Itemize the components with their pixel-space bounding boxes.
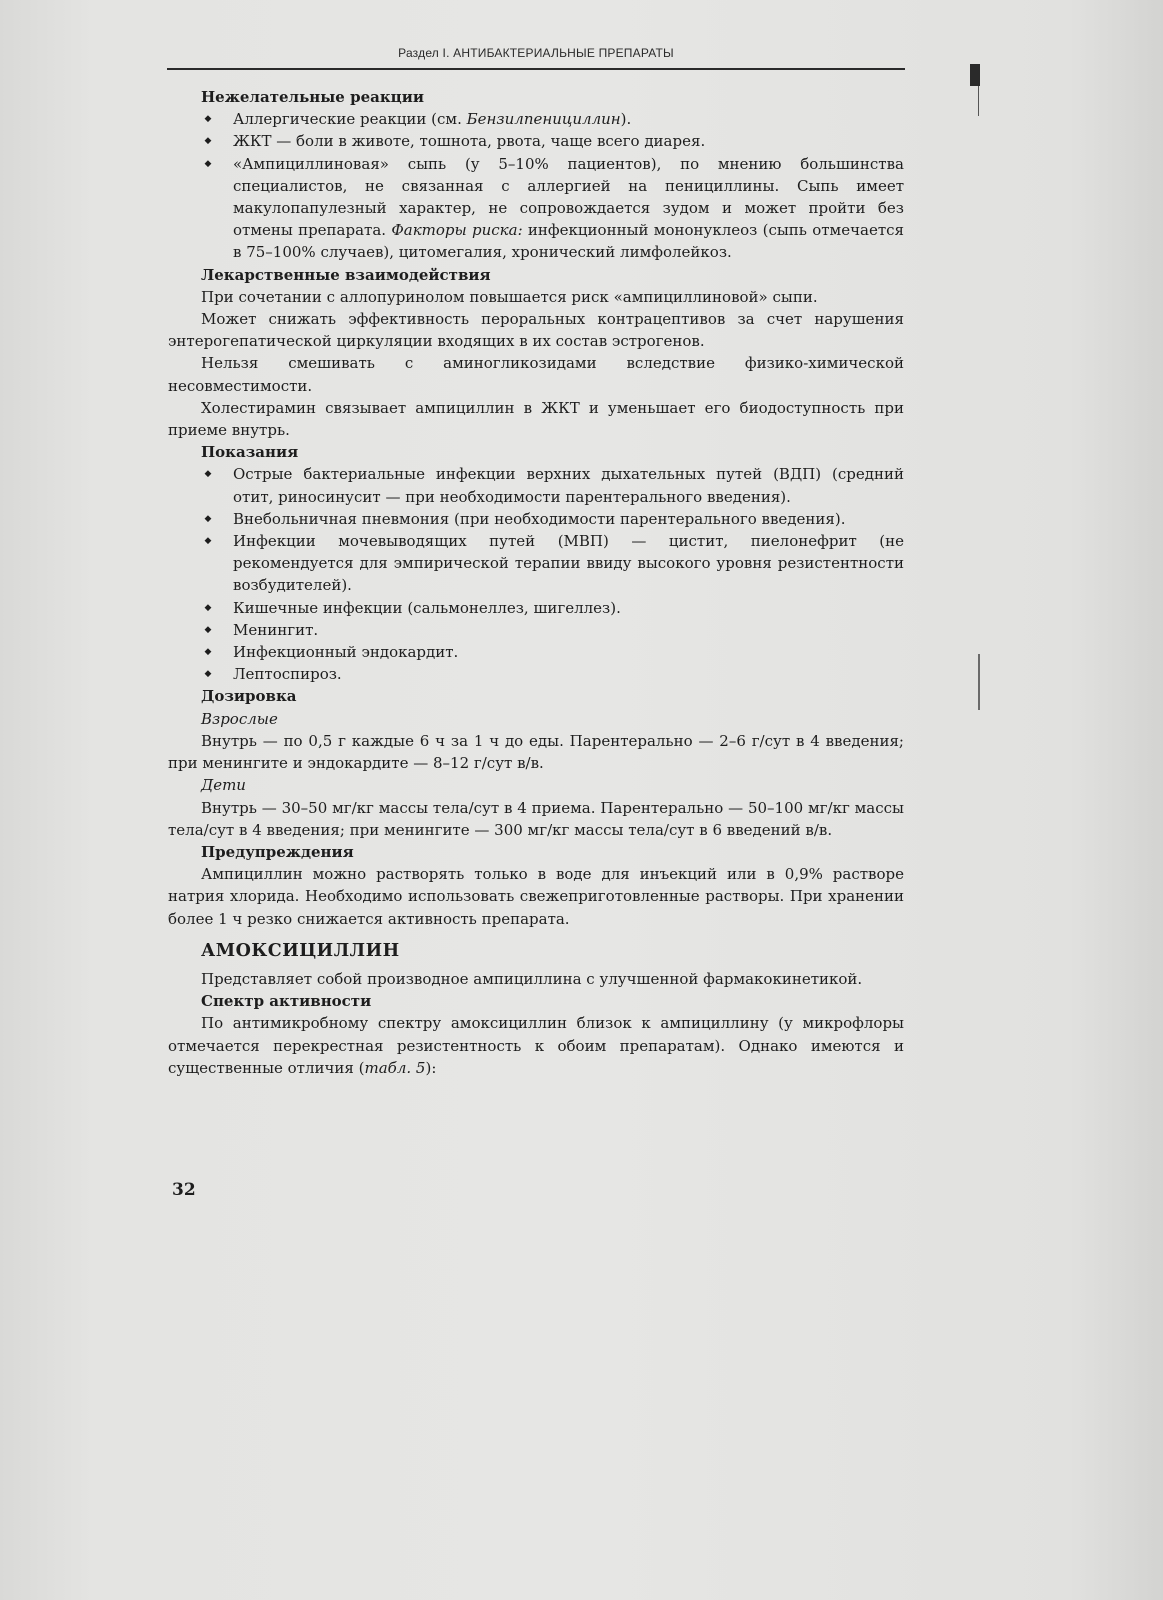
cross-reference: Бензилпенициллин	[466, 110, 621, 129]
body-text	[168, 86, 904, 1079]
margin-line	[978, 654, 980, 710]
list-item	[168, 130, 904, 152]
bullet-icon: ◆	[204, 114, 212, 125]
list-item-text: «Ампициллиновая» сыпь (у 5–10% пациентов), по мнению большинства специалистов, не связанная с аллергией на пенициллины. Сыпь имеет макулопапулезный характер, не сопровождается зудом и может пройти без отмены препарата.	[233, 154, 904, 240]
running-header: Раздел I. АНТИБАКТЕРИАЛЬНЫЕ ПРЕПАРАТЫ	[167, 44, 905, 70]
paragraph-text: ):	[425, 1058, 437, 1077]
bullet-icon: ◆	[204, 669, 212, 680]
dosage-heading: Дозировка	[201, 687, 297, 706]
indications-heading: Показания	[201, 443, 299, 462]
bullet-icon: ◆	[204, 136, 212, 147]
spectrum-heading: Спектр активности	[201, 992, 372, 1011]
bullet-icon: ◆	[204, 647, 212, 658]
paragraph: Ампициллин можно растворять только в воде для инъекций или в 0,9% растворе натрия хлорида. Необходимо использовать свежеприготовленные растворы. При хранении более 1 ч резко снижается активность препарата.	[168, 865, 904, 928]
paragraph: Нельзя смешивать с аминогликозидами вследствие физико-химической несовместимости.	[168, 354, 904, 395]
list-item-text: Острые бактериальные инфекции верхних дыхательных путей (ВДП) (средний отит, риносинусит — при необходимости парентерального введения).	[233, 465, 904, 506]
list-item	[168, 153, 904, 264]
list-item-text: Внебольничная пневмония (при необходимости парентерального введения).	[233, 509, 846, 528]
risk-factors-label: Факторы риска:	[391, 221, 523, 240]
list-item	[168, 597, 904, 619]
paragraph: Представляет собой производное ампициллина с улучшенной фармакокинетикой.	[201, 969, 863, 988]
paragraph-text: По антимикробному спектру амоксициллин близок к ампициллину (у микрофлоры отмечается перекрестная резистентность к обоим препаратам). Однако имеются и существенные отличия (	[168, 1014, 904, 1077]
list-item-text: инфекционный мононуклеоз (сыпь отмечается в 75–100% случаев), цитомегалия, хронический лимфолейкоз.	[233, 221, 905, 262]
adverse-list	[168, 108, 904, 263]
paragraph: При сочетании с аллопуринолом повышается риск «ампициллиновой» сыпи.	[201, 287, 818, 306]
list-item-text: Аллергические реакции (см.	[233, 110, 467, 129]
list-item	[168, 463, 904, 507]
paragraph: Холестирамин связывает ампициллин в ЖКТ и уменьшает его биодоступность при приеме внутрь.	[168, 398, 904, 440]
list-item	[168, 108, 904, 130]
paragraph: Внутрь — по 0,5 г каждые 6 ч за 1 ч до еды. Парентерально — 2–6 г/сут в 4 введения; при менингите и эндокардите — 8–12 г/сут в/в.	[168, 731, 904, 773]
list-item-text: Инфекции мочевыводящих путей (МВП) — цистит, пиелонефрит (не рекомендуется для эмпирической терапии ввиду высокого уровня резистентности возбудителей).	[233, 532, 904, 595]
bullet-icon: ◆	[204, 469, 212, 480]
table-reference: табл. 5	[364, 1058, 426, 1077]
interactions-heading: Лекарственные взаимодействия	[201, 265, 491, 284]
section-tab-marker	[970, 64, 980, 86]
indications-list	[168, 463, 904, 685]
list-item	[168, 508, 904, 530]
warnings-heading: Предупреждения	[201, 842, 354, 861]
bullet-icon: ◆	[204, 158, 212, 169]
section-tab-line	[978, 86, 979, 116]
list-item	[168, 530, 904, 597]
adults-subheading: Взрослые	[201, 709, 278, 728]
paragraph	[168, 1012, 904, 1079]
bullet-icon: ◆	[204, 624, 212, 635]
list-item	[168, 663, 904, 685]
list-item-text: Инфекционный эндокардит.	[233, 643, 459, 662]
list-item-text: Лептоспироз.	[233, 665, 342, 684]
list-item	[168, 641, 904, 663]
paragraph: Внутрь — 30–50 мг/кг массы тела/сут в 4 приема. Парентерально — 50–100 мг/кг массы тела/сут в 4 введения; при менингите — 300 мг/кг массы тела/сут в 6 введений в/в.	[168, 798, 904, 839]
list-item	[168, 619, 904, 641]
list-item-text: ЖКТ — боли в животе, тошнота, рвота, чаще всего диарея.	[233, 132, 706, 151]
bullet-icon: ◆	[204, 602, 212, 613]
list-item-text: Менингит.	[233, 620, 319, 639]
paragraph: Может снижать эффективность пероральных контрацептивов за счет нарушения энтерогепатической циркуляции входящих в их состав эстрогенов.	[168, 310, 904, 351]
list-item-text: Кишечные инфекции (сальмонеллез, шигеллез).	[233, 598, 621, 617]
children-subheading: Дети	[201, 776, 246, 795]
bullet-icon: ◆	[204, 513, 212, 524]
list-item-text: ).	[620, 110, 632, 129]
adverse-heading: Нежелательные реакции	[201, 88, 424, 106]
section-title: АМОКСИЦИЛЛИН	[201, 940, 400, 961]
bullet-icon: ◆	[204, 536, 212, 547]
page-number: 32	[172, 1180, 196, 1200]
